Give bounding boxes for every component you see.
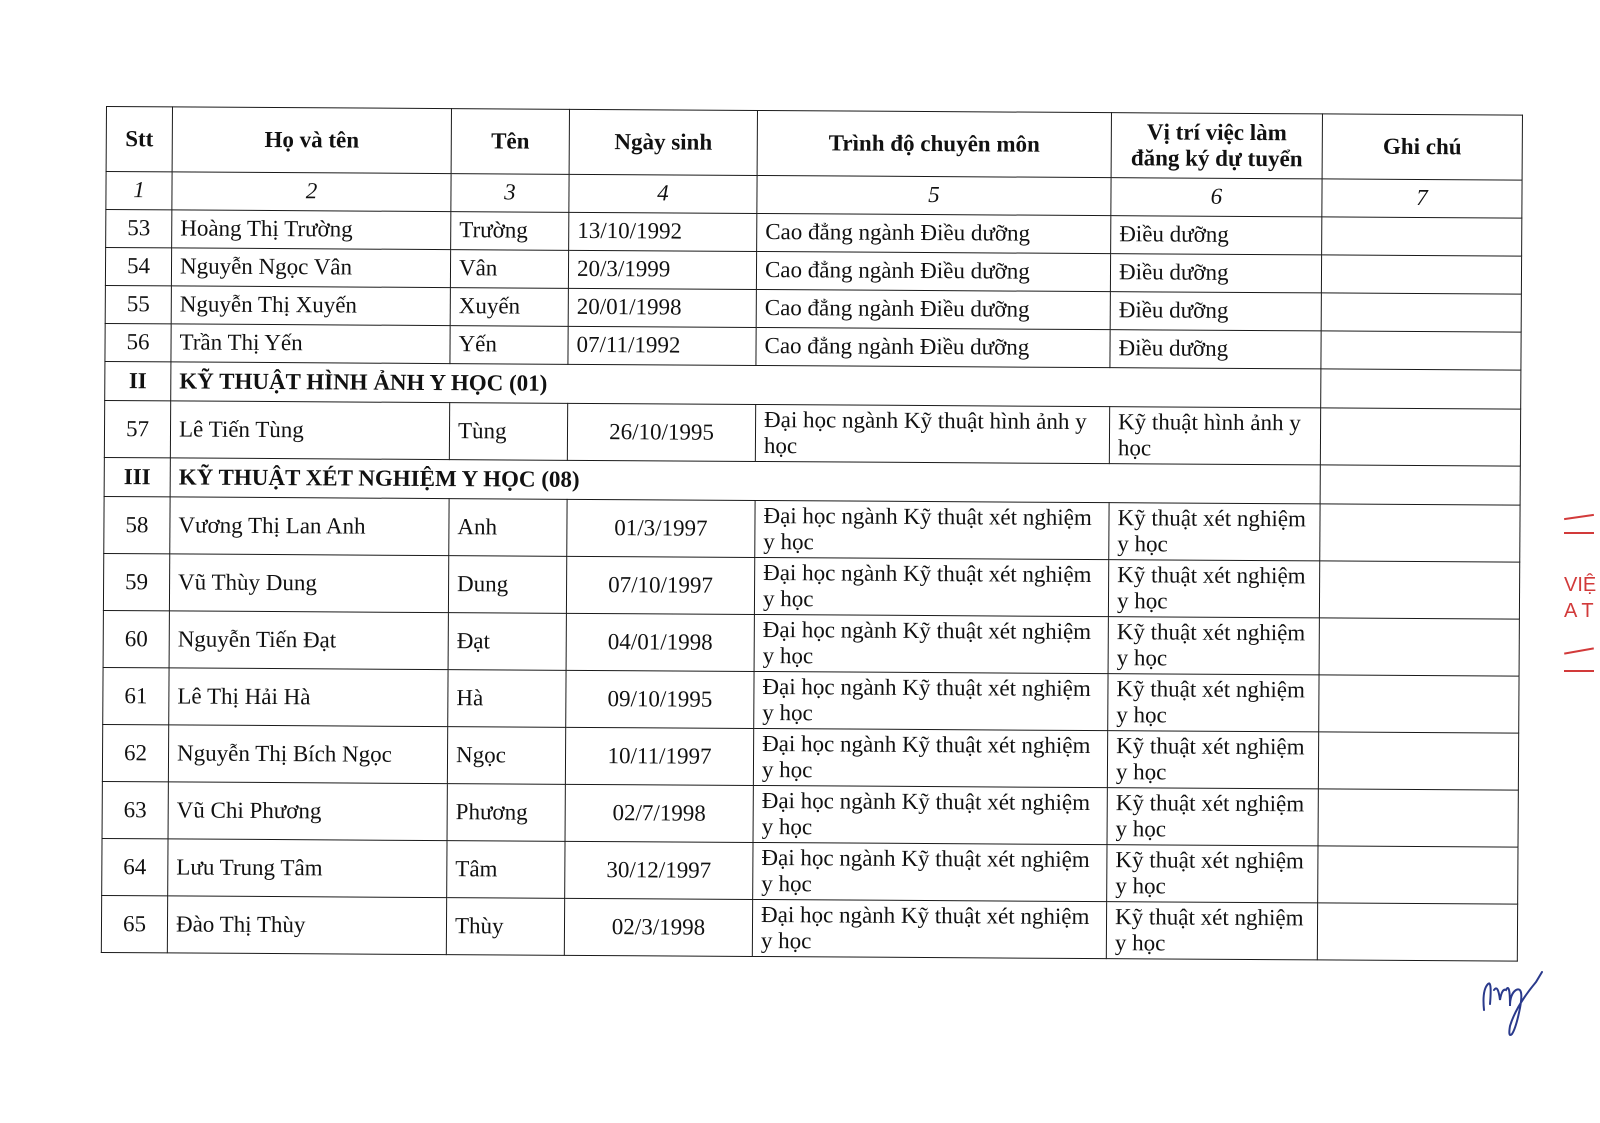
cell-dob: 26/10/1995: [567, 403, 755, 461]
cell-position: Kỹ thuật xét nghiệm y học: [1108, 674, 1319, 732]
cell-given-name: Đạt: [448, 613, 566, 671]
cell-given-name: Hà: [448, 670, 566, 728]
cell-qualification: Cao đẳng ngành Điều dưỡng: [757, 213, 1111, 253]
header-row: [106, 107, 1522, 181]
cell-dob: 20/3/1999: [568, 250, 756, 289]
cell-stt: 63: [102, 781, 168, 838]
cell-dob: 20/01/1998: [568, 288, 756, 327]
header-position: Vị trí việc làm đăng ký dự tuyển: [1111, 113, 1322, 179]
cell-full-name: Hoàng Thị Trường: [172, 210, 451, 250]
cell-note: [1319, 675, 1519, 733]
cell-full-name: Nguyễn Thị Bích Ngọc: [168, 725, 447, 784]
cell-qualification: Đại học ngành Kỹ thuật xét nghiệm y học: [754, 557, 1108, 616]
candidate-table: [101, 106, 1523, 962]
section-title: KỸ THUẬT HÌNH ẢNH Y HỌC (01): [171, 362, 1321, 408]
candidate-list-page: [101, 106, 1522, 962]
cell-qualification: Đại học ngành Kỹ thuật xét nghiệm y học: [753, 728, 1107, 787]
cell-given-name: Tâm: [447, 841, 565, 899]
cell-full-name: Vương Thị Lan Anh: [170, 497, 449, 556]
column-index: 3: [451, 174, 569, 213]
stamp-text: VIỆ: [1564, 574, 1597, 596]
section-roman-numeral: III: [104, 457, 170, 496]
cell-stt: 65: [101, 895, 167, 952]
cell-given-name: Xuyến: [450, 288, 568, 327]
cell-full-name: Vũ Chi Phương: [168, 782, 447, 841]
cell-given-name: Anh: [449, 499, 567, 557]
table-row: [103, 667, 1519, 733]
cell-position: Điều dưỡng: [1110, 330, 1321, 369]
cell-stt: 62: [102, 724, 168, 781]
cell-note: [1319, 561, 1519, 619]
cell-note: [1322, 217, 1522, 256]
cell-position: Kỹ thuật xét nghiệm y học: [1107, 845, 1318, 903]
section-title: KỸ THUẬT XÉT NGHIỆM Y HỌC (08): [170, 458, 1320, 504]
header-qualification: Trình độ chuyên môn: [757, 110, 1111, 177]
cell-dob: 30/12/1997: [565, 841, 753, 899]
cell-full-name: Nguyễn Thị Xuyến: [171, 286, 450, 326]
cell-stt: 56: [105, 323, 171, 361]
cell-dob: 02/3/1998: [564, 898, 752, 956]
column-index: 6: [1111, 178, 1322, 217]
cell-position: Điều dưỡng: [1110, 292, 1321, 331]
cell-given-name: Phương: [447, 784, 565, 842]
cell-note: [1320, 408, 1520, 466]
column-index: 7: [1322, 179, 1522, 218]
cell-qualification: Đại học ngành Kỹ thuật xét nghiệm y học: [752, 899, 1106, 958]
stamp-arc: [1564, 532, 1594, 534]
cell-given-name: Ngọc: [447, 727, 565, 785]
cell-qualification: Cao đẳng ngành Điều dưỡng: [756, 327, 1110, 367]
column-index: 2: [172, 172, 451, 212]
cell-note: [1318, 846, 1518, 904]
cell-dob: 02/7/1998: [565, 784, 753, 842]
cell-note: [1320, 465, 1520, 505]
cell-position: Kỹ thuật xét nghiệm y học: [1107, 788, 1318, 846]
cell-note: [1318, 789, 1518, 847]
header-note: Ghi chú: [1322, 114, 1522, 180]
cell-stt: 64: [102, 838, 168, 895]
table-row: [103, 610, 1519, 676]
cell-position: Kỹ thuật xét nghiệm y học: [1107, 731, 1318, 789]
cell-position: Điều dưỡng: [1110, 254, 1321, 293]
cell-dob: 07/10/1997: [566, 556, 754, 614]
cell-stt: 53: [106, 210, 172, 248]
table-row: [104, 496, 1520, 562]
cell-stt: 54: [105, 248, 171, 286]
cell-dob: 10/11/1997: [565, 727, 753, 785]
cell-dob: 13/10/1992: [569, 212, 757, 251]
cell-note: [1321, 255, 1521, 294]
cell-stt: 60: [103, 610, 169, 667]
cell-stt: 61: [103, 667, 169, 724]
table-row: [101, 895, 1517, 961]
cell-full-name: Nguyễn Tiến Đạt: [169, 611, 448, 670]
cell-full-name: Vũ Thùy Dung: [169, 554, 448, 613]
cell-full-name: Đào Thị Thùy: [167, 896, 446, 955]
column-index: 5: [757, 175, 1111, 215]
section-roman-numeral: II: [105, 361, 171, 400]
cell-full-name: Nguyễn Ngọc Vân: [171, 248, 450, 288]
cell-dob: 04/01/1998: [566, 613, 754, 671]
stamp-arc: [1564, 514, 1594, 520]
cell-full-name: Lê Thị Hải Hà: [169, 668, 448, 727]
cell-qualification: Đại học ngành Kỹ thuật xét nghiệm y học: [753, 785, 1107, 844]
cell-full-name: Lưu Trung Tâm: [168, 839, 447, 898]
table-row: [102, 838, 1518, 904]
header-stt: Stt: [106, 107, 172, 172]
cell-qualification: Đại học ngành Kỹ thuật xét nghiệm y học: [755, 500, 1109, 559]
table-row: [102, 781, 1518, 847]
cell-qualification: Cao đẳng ngành Điều dưỡng: [756, 251, 1110, 291]
cell-qualification: Đại học ngành Kỹ thuật hình ảnh y học: [755, 404, 1109, 463]
stamp-arc: [1564, 647, 1594, 654]
header-given-name: Tên: [451, 109, 569, 175]
cell-dob: 01/3/1997: [567, 499, 755, 557]
column-index: 1: [106, 172, 172, 210]
table-row: [104, 400, 1520, 466]
cell-full-name: Lê Tiến Tùng: [170, 401, 449, 460]
header-full-name: Họ và tên: [172, 107, 451, 174]
cell-position: Kỹ thuật xét nghiệm y học: [1108, 560, 1319, 618]
cell-given-name: Thùy: [446, 898, 564, 956]
cell-position: Điều dưỡng: [1111, 216, 1322, 255]
cell-note: [1321, 293, 1521, 332]
cell-note: [1317, 903, 1517, 961]
cell-given-name: Vân: [450, 250, 568, 289]
cell-note: [1320, 504, 1520, 562]
cell-qualification: Đại học ngành Kỹ thuật xét nghiệm y học: [753, 842, 1107, 901]
cell-given-name: Tùng: [449, 403, 567, 461]
cell-dob: 09/10/1995: [566, 670, 754, 728]
official-stamp: [1564, 510, 1600, 690]
cell-qualification: Đại học ngành Kỹ thuật xét nghiệm y học: [754, 671, 1108, 730]
column-index: 4: [569, 174, 757, 213]
table-row: [102, 724, 1518, 790]
cell-position: Kỹ thuật xét nghiệm y học: [1108, 617, 1319, 675]
cell-dob: 07/11/1992: [568, 326, 756, 365]
cell-stt: 58: [104, 496, 170, 553]
cell-note: [1321, 369, 1521, 409]
cell-stt: 55: [105, 285, 171, 323]
cell-note: [1321, 331, 1521, 370]
cell-stt: 59: [103, 553, 169, 610]
cell-position: Kỹ thuật hình ảnh y học: [1109, 407, 1320, 465]
cell-given-name: Yến: [450, 326, 568, 365]
cell-qualification: Cao đẳng ngành Điều dưỡng: [756, 289, 1110, 329]
table-row: [103, 553, 1519, 619]
cell-qualification: Đại học ngành Kỹ thuật xét nghiệm y học: [754, 614, 1108, 673]
stamp-text: A T: [1564, 600, 1594, 622]
header-dob: Ngày sinh: [569, 109, 757, 175]
cell-given-name: Trường: [451, 212, 569, 251]
stamp-arc: [1564, 670, 1594, 672]
cell-note: [1319, 618, 1519, 676]
signature-mark: [1480, 960, 1550, 1040]
cell-note: [1318, 732, 1518, 790]
cell-stt: 57: [104, 400, 170, 457]
cell-position: Kỹ thuật xét nghiệm y học: [1109, 503, 1320, 561]
cell-position: Kỹ thuật xét nghiệm y học: [1106, 902, 1317, 960]
cell-given-name: Dung: [448, 556, 566, 614]
cell-full-name: Trần Thị Yến: [171, 324, 450, 364]
